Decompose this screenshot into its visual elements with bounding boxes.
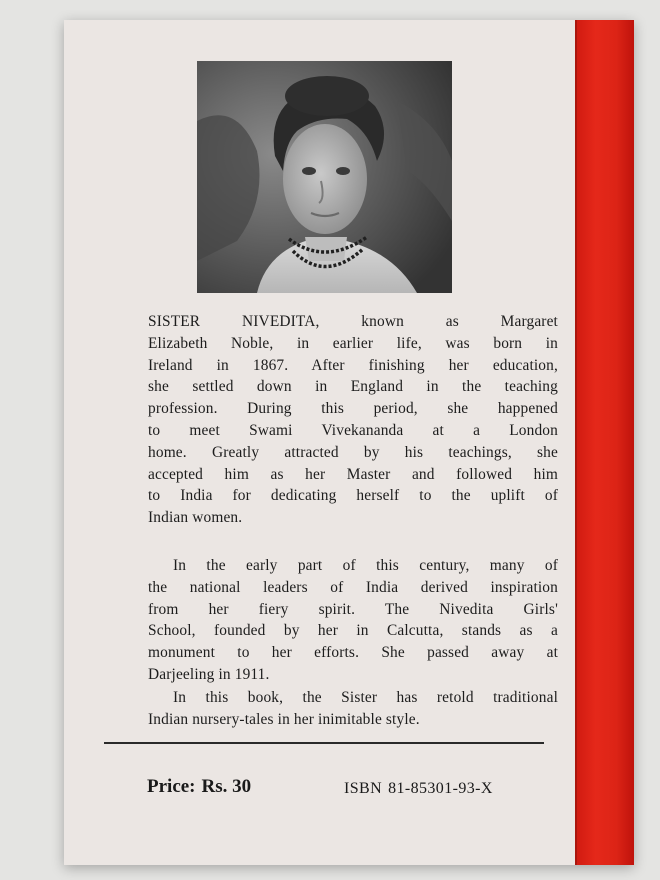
bio-line: Indian nursery-tales in her inimitable style. (148, 710, 420, 728)
price-value: Rs. 30 (201, 776, 252, 797)
bio-paragraph-1 (148, 311, 558, 529)
bio-line: the national leaders of India derived inspiration (148, 578, 558, 596)
isbn-value: 81-85301-93-X (388, 780, 493, 797)
bio-line: In the early part of this century, many of (173, 557, 558, 574)
bio-line: SISTER NIVEDITA, known as Margaret (148, 313, 558, 330)
isbn-label: ISBN (344, 780, 383, 797)
bio-line: home. Greatly attracted by his teachings, she (148, 443, 558, 461)
bio-line: Darjeeling in 1911. (148, 665, 270, 683)
bio-line: Ireland in 1867. After finishing her education, (148, 356, 558, 374)
bio-line: Elizabeth Noble, in earlier life, was born in (148, 334, 558, 352)
bio-line: profession. During this period, she happened (148, 400, 558, 418)
bio-line: School, founded by her in Calcutta, stands as a (148, 622, 558, 640)
portrait-image (197, 61, 452, 293)
bio-line: from her fiery spirit. The Nivedita Girls' (148, 600, 558, 618)
bio-line: monument to her efforts. She passed away at (148, 644, 558, 662)
bio-line: she settled down in England in the teaching (148, 378, 558, 396)
isbn (344, 780, 493, 798)
price-label: Price: (147, 776, 196, 797)
divider-rule (104, 742, 544, 744)
portrait-photo (197, 61, 452, 293)
bio-paragraph-3 (148, 687, 558, 731)
red-spine (575, 20, 634, 865)
price (147, 776, 251, 798)
book-back-cover (64, 20, 634, 865)
bio-line: Indian women. (148, 509, 243, 527)
bio-line: to meet Swami Vivekananda at a London (148, 421, 558, 439)
bio-line: to India for dedicating herself to the uplift of (148, 487, 558, 505)
bio-line: In this book, the Sister has retold traditional (173, 689, 558, 706)
bio-paragraph-2 (148, 555, 558, 686)
bio-line: accepted him as her Master and followed him (148, 465, 558, 483)
